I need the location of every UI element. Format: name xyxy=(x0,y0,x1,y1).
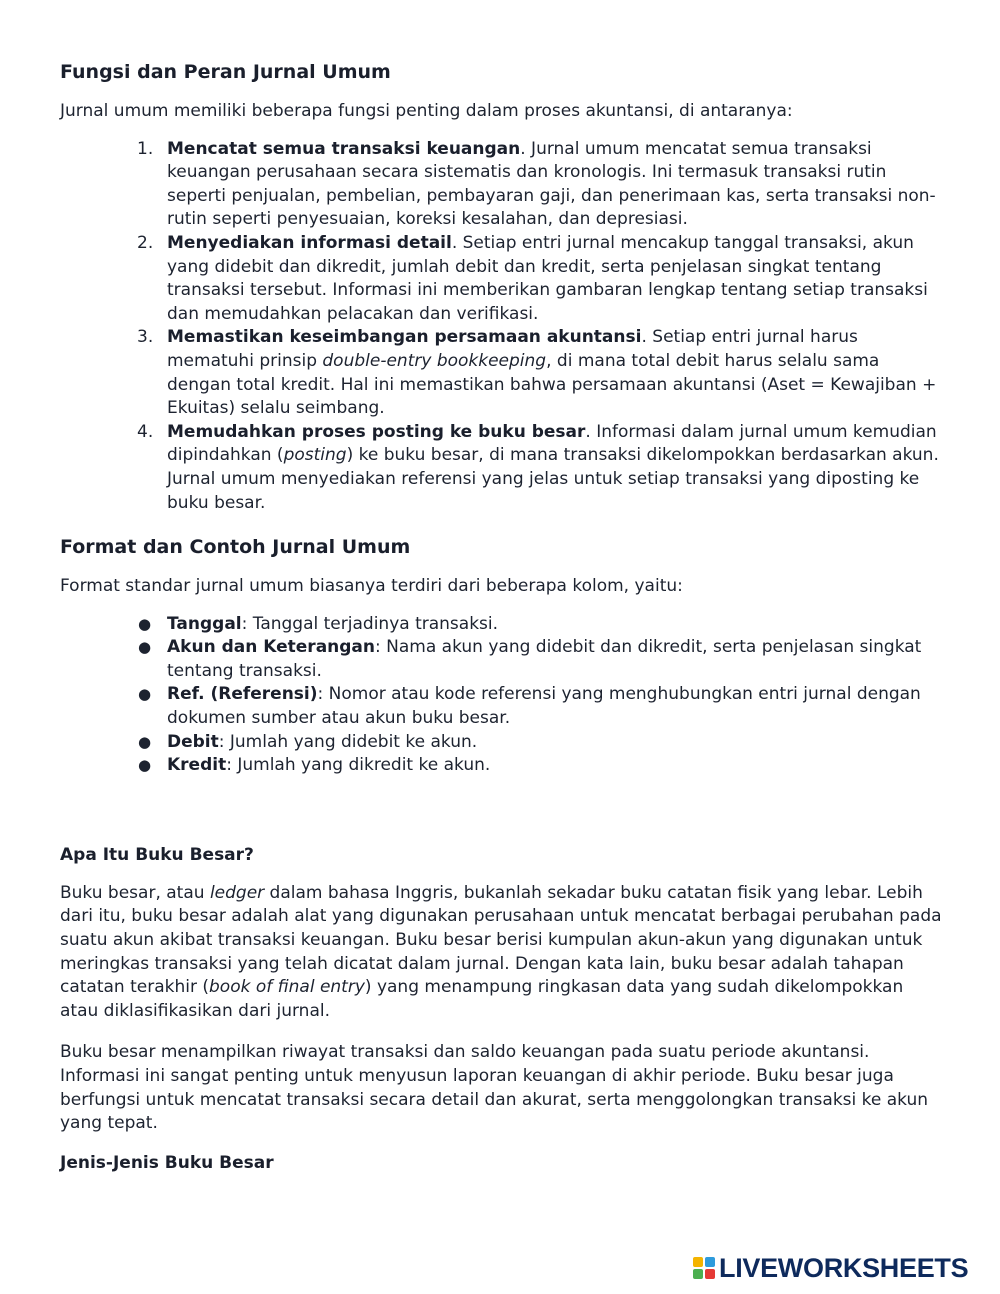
list-item-text: : Nama akun yang didebit dan dikredit, serta penjelasan singkat tentang transaksi. xyxy=(167,637,922,681)
list-item xyxy=(60,731,945,755)
paragraph-buku-besar-1: Buku besar, atau ledger dalam bahasa Inggris, bukanlah sekadar buku catatan fisik yang lebar. Lebih dari itu, buku besar adalah alat yang digunakan perusahaan untuk mencatat berbagai perubahan pada suatu akun akibat transaksi keuangan. Buku besar berisi kumpulan akun-akun yang digunakan untuk meringkas transaksi yang telah dicatat dalam jurnal. Dengan kata lain, buku besar adalah tahapan catatan terakhir (book of final entry) yang menampung ringkasan data yang sudah dikelompokkan atau diklasifikasikan dari jurnal. xyxy=(60,882,942,1021)
list-item-title: Tanggal xyxy=(167,613,242,634)
list-number: 4. xyxy=(137,421,154,442)
bullet-icon: ● xyxy=(138,732,152,751)
list-item-title: Mencatat semua transaksi keuangan xyxy=(167,138,521,159)
logo-block xyxy=(705,1269,715,1279)
list-item-title: Ref. (Referensi) xyxy=(167,684,318,705)
list-item-title: Debit xyxy=(167,731,219,752)
list-item-text: : Jumlah yang dikredit ke akun. xyxy=(226,755,491,776)
bullet-list-format xyxy=(60,613,945,778)
section-heading-jenis: Jenis-Jenis Buku Besar xyxy=(60,1152,274,1173)
bullet-icon: ● xyxy=(138,614,152,633)
list-item-text: : Nomor atau kode referensi yang menghubungkan entri jurnal dengan dokumen sumber atau akun buku besar. xyxy=(167,684,921,729)
list-item-text: , di mana total debit harus selalu sama dengan total kredit. Hal ini memastikan bahwa persamaan akuntansi (Aset = Kewajiban + Ekuitas) selalu seimbang. xyxy=(167,350,937,419)
document-page xyxy=(60,58,945,1176)
section-heading-buku-besar: Apa Itu Buku Besar? xyxy=(60,844,254,865)
list-item-italic: double-entry bookkeeping xyxy=(322,350,547,371)
list-item-title: Memudahkan proses posting ke buku besar xyxy=(167,421,586,442)
logo-blocks-icon xyxy=(693,1257,715,1279)
paragraph-buku-besar-2: Buku besar menampilkan riwayat transaksi dan saldo keuangan pada suatu periode akuntansi. Informasi ini sangat penting untuk menyusun laporan keuangan di akhir periode. Buku besar juga berfungsi untuk mencatat transaksi secara detail dan akurat, serta menggolongkan transaksi ke akun yang tepat. xyxy=(60,1042,929,1134)
section-heading-fungsi: Fungsi dan Peran Jurnal Umum xyxy=(60,61,391,83)
logo-block xyxy=(693,1269,703,1279)
list-item-text: . Setiap entri jurnal harus mematuhi prinsip xyxy=(167,327,858,371)
list-item xyxy=(60,421,945,515)
list-item xyxy=(60,613,945,637)
section-heading-format: Format dan Contoh Jurnal Umum xyxy=(60,536,411,559)
list-item-title: Menyediakan informasi detail xyxy=(167,232,452,253)
list-item-title: Akun dan Keterangan xyxy=(167,637,376,658)
liveworksheets-logo xyxy=(693,1253,968,1283)
list-number: 2. xyxy=(137,232,154,253)
list-number: 1. xyxy=(137,138,154,159)
list-item xyxy=(60,138,945,232)
bullet-icon: ● xyxy=(138,685,152,704)
list-item-text: : Jumlah yang didebit ke akun. xyxy=(218,731,478,752)
list-item-text: . Setiap entri jurnal mencakup tanggal transaksi, akun yang didebit dan dikredit, jumlah debit dan kredit, serta penjelasan singkat tentang transaksi tersebut. Informasi ini memberikan gambaran lengkap tentang setiap transaksi dan memudahkan pelacakan dan verifikasi. xyxy=(167,232,928,324)
list-item xyxy=(60,326,945,420)
list-item-title: Kredit xyxy=(167,755,227,776)
list-number: 3. xyxy=(137,327,154,348)
list-item-text: ) ke buku besar, di mana transaksi dikelompokkan berdasarkan akun. Jurnal umum menyediakan referensi yang jelas untuk setiap transaksi yang diposting ke buku besar. xyxy=(167,445,939,513)
list-item xyxy=(60,232,945,326)
logo-text: LIVEWORKSHEETS xyxy=(719,1252,969,1283)
bullet-icon: ● xyxy=(138,756,152,775)
list-item xyxy=(60,683,945,730)
logo-block xyxy=(705,1257,715,1267)
list-item-text: . Informasi dalam jurnal umum kemudian dipindahkan ( xyxy=(167,421,937,466)
bullet-icon: ● xyxy=(138,638,152,657)
list-item-title: Memastikan keseimbangan persamaan akuntansi xyxy=(167,327,642,348)
logo-block xyxy=(693,1257,703,1267)
list-item-italic: posting xyxy=(283,445,347,466)
numbered-list-fungsi xyxy=(60,138,945,516)
section-intro-fungsi: Jurnal umum memiliki beberapa fungsi penting dalam proses akuntansi, di antaranya: xyxy=(60,101,793,121)
section-intro-format: Format standar jurnal umum biasanya terdiri dari beberapa kolom, yaitu: xyxy=(60,576,683,597)
list-item xyxy=(60,636,945,683)
list-item xyxy=(60,754,945,778)
list-item-text: . Jurnal umum mencatat semua transaksi keuangan perusahaan secara sistematis dan kronologis. Ini termasuk transaksi rutin seperti penjualan, pembelian, pembayaran gaji, dan penerimaan kas, serta transaksi non-rutin seperti penyesuaian, koreksi kesalahan, dan depresiasi. xyxy=(167,138,936,230)
list-item-text: : Tanggal terjadinya transaksi. xyxy=(241,613,499,634)
